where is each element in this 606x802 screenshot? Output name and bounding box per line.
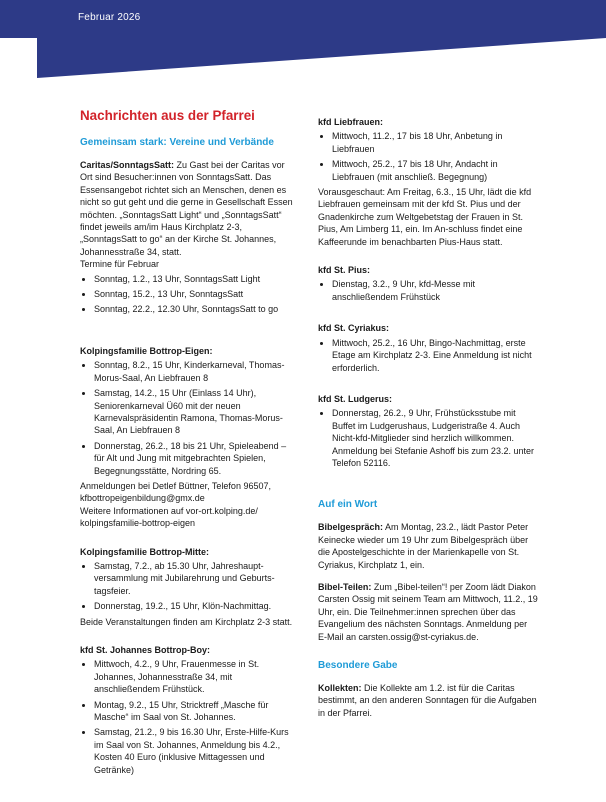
list-item: • Donnerstag, 26.2., 9 Uhr, Frühstücksstube mit Buffet im Ludgerushaus, Ludgeristraße 4. Auch Nicht-kfd-Mitglieder sind herzlich willkommen. Anmeldung bei Stefanie Ashoff bis zum 23.2. unter Telefon 52116. bbox=[332, 407, 538, 469]
kolping-eigen-list bbox=[80, 359, 298, 477]
kolping-eigen-more: Weitere Informationen auf vor-ort.kolping.de/ kolpingsfamilie-bottrop-eigen bbox=[80, 505, 258, 529]
kfd-cyriakus-title: kfd St. Cyriakus: bbox=[318, 323, 390, 334]
kfd-ludgerus-list bbox=[318, 407, 538, 469]
kollekten-text: Die Kollekte am 1.2. ist für die Caritas bestimmt, an den anderen Sonntagen für die Aufgaben in der Pfarrei. bbox=[318, 683, 537, 718]
caritas-list bbox=[80, 273, 298, 316]
kfd-liebfrauen-list bbox=[318, 130, 538, 183]
section-heading-gabe: Besondere Gabe bbox=[318, 660, 398, 671]
section-heading-vereine: Gemeinsam stark: Vereine und Verbände bbox=[80, 137, 274, 148]
list-item: • Montag, 9.2., 15 Uhr, Stricktreff „Masche für Masche“ im Saal von St. Johannes. bbox=[94, 699, 298, 724]
list-item: • Donnerstag, 19.2., 15 Uhr, Klön-Nachmittag. bbox=[94, 600, 298, 612]
bibelgespraech-heading: Bibelgespräch: bbox=[318, 522, 384, 533]
kfd-pius-title: kfd St. Pius: bbox=[318, 265, 371, 276]
kfd-cyriakus-list bbox=[318, 337, 538, 374]
list-item: • Samstag, 7.2., ab 15.30 Uhr, Jahreshaupt-versammlung mit Jubilarehrung und Geburts-tagsfeier. bbox=[94, 560, 298, 597]
list-item: • Mittwoch, 25.2., 16 Uhr, Bingo-Nachmittag, erste Etage am Kirchplatz 2-3. Eine Anmeldung ist nicht erforderlich. bbox=[332, 337, 538, 374]
kolping-mitte-list bbox=[80, 560, 298, 613]
kfd-liebfrauen-title: kfd Liebfrauen: bbox=[318, 117, 384, 127]
kolping-mitte-after: Beide Veranstaltungen finden am Kirchplatz 2-3 statt. bbox=[80, 616, 293, 627]
list-item: • Mittwoch, 11.2., 17 bis 18 Uhr, Anbetung in Liebfrauen bbox=[332, 130, 538, 155]
list-item: • Sonntag, 22.2., 12.30 Uhr, SonntagsSatt to go bbox=[94, 303, 298, 315]
kfd-johannes-list bbox=[80, 658, 298, 776]
header-date: Februar 2026 bbox=[78, 12, 141, 23]
kfd-cyriakus-heading bbox=[318, 322, 538, 334]
section-heading-wort: Auf ein Wort bbox=[318, 499, 378, 511]
kfd-ludgerus-heading bbox=[318, 393, 538, 405]
kolping-eigen-heading bbox=[80, 345, 298, 357]
kfd-pius-heading bbox=[318, 264, 538, 276]
kolping-eigen-contact: Anmeldungen bei Detlef Büttner, Telefon 96507, kfbottropeigenbildung@gmx.de bbox=[80, 480, 271, 504]
kolping-eigen-title: Kolpingsfamilie Bottrop-Eigen: bbox=[80, 345, 213, 356]
bibelteilen-heading: Bibel-Teilen: bbox=[318, 581, 372, 592]
list-item: • Donnerstag, 26.2., 18 bis 21 Uhr, Spieleabend – für Alt und Jung mit mitgebrachten Spielen, Begegnungsstätte, Nordring 65. bbox=[94, 440, 298, 477]
list-item: • Dienstag, 3.2., 9 Uhr, kfd-Messe mit anschließendem Frühstück bbox=[332, 278, 538, 303]
list-item: • Mittwoch, 4.2., 9 Uhr, Frauenmesse in St. Johannes, Johannesstraße 34, mit anschließendem Frühstück. bbox=[94, 658, 298, 695]
bibelgespraech-text: Am Montag, 23.2., lädt Pastor Peter Keinecke wieder um 19 Uhr zum Bibelgespräch über die Apostelgeschichte in der Marienkapelle von St. Cyriakus, Kirchplatz 1, ein. bbox=[318, 522, 529, 570]
kfd-liebfrauen-heading bbox=[318, 116, 538, 128]
kfd-ludgerus-title: kfd St. Ludgerus: bbox=[318, 393, 392, 404]
list-item: • Samstag, 14.2., 15 Uhr (Einlass 14 Uhr), Seniorenkarneval Ü60 mit der neuen Karnevalspräsidentin Ramona, Thomas-Morus-Saal, An Liebfrauen 8 bbox=[94, 387, 298, 437]
caritas-text: Zu Gast bei der Caritas vor Ort sind Besucher:innen von SonntagsSatt. Das Essensangebot richtet sich an Menschen, denen es nicht so gut geht und die gerne in Gesellschaft Essen möchten. „SonntagsSatt Light“ und „SonntagsSatt“ findet jeweils am/im Haus Kirchplatz 2-3, „SonntagsSatt to go“ an der Kirche St. Johannes, Johannesstraße 34, statt. bbox=[80, 160, 293, 257]
kfd-pius-list bbox=[318, 278, 538, 303]
kfd-liebfrauen-after: Vorausgeschaut: Am Freitag, 6.3., 15 Uhr, lädt die kfd Liebfrauen gemeinsam mit der kfd St. Pius und der Gnadenkirche zum Weltgebetstag der Frauen in St. Pius, Am Limberg 11, ein. Im An-schluss findet eine Kaffeerunde im benachbarten Pius-Haus statt. bbox=[318, 187, 532, 247]
bibelgespraech-paragraph bbox=[318, 521, 538, 571]
kollekten-paragraph bbox=[318, 682, 538, 719]
list-item: • Sonntag, 8.2., 15 Uhr, Kinderkarneval, Thomas-Morus-Saal, An Liebfrauen 8 bbox=[94, 359, 298, 384]
kollekten-heading: Kollekten: bbox=[318, 683, 362, 693]
kfd-johannes-heading bbox=[80, 644, 298, 656]
list-item: • Sonntag, 15.2., 13 Uhr, SonntagsSatt bbox=[94, 288, 298, 300]
header-triangle bbox=[37, 38, 606, 78]
kfd-johannes-title: kfd St. Johannes Bottrop-Boy: bbox=[80, 645, 210, 655]
kolping-mitte-title: Kolpingsfamilie Bottrop-Mitte: bbox=[80, 546, 209, 557]
left-column bbox=[80, 108, 298, 779]
bibelteilen-paragraph bbox=[318, 581, 538, 643]
bibelteilen-text: Zum „Bibel-teilen“! per Zoom lädt Diakon Carsten Ossig mit seinem Team am Mittwoch, 11.2., 19 Uhr, ein. Die Teilnehmer:innen sprechen über das Evangelium des nächsten Sonntags. Anmeldung per E-Mail an carsten.ossig@st-cyriakus.de. bbox=[318, 581, 538, 642]
kolping-mitte-heading bbox=[80, 546, 298, 558]
caritas-paragraph bbox=[80, 159, 298, 258]
caritas-heading: Caritas/SonntagsSatt: bbox=[80, 160, 175, 170]
list-item: • Samstag, 21.2., 9 bis 16.30 Uhr, Erste-Hilfe-Kurs im Saal von St. Johannes, Anmeldung bis 4.2., Kosten 40 Euro (inklusive Mittagessen und Getränke) bbox=[94, 726, 298, 776]
list-item: • Mittwoch, 25.2., 17 bis 18 Uhr, Andacht in Liebfrauen (mit anschließ. Begegnung) bbox=[332, 158, 538, 183]
caritas-termine: Termine für Februar bbox=[80, 259, 160, 270]
right-column bbox=[318, 116, 538, 719]
page-title: Nachrichten aus der Pfarrei bbox=[80, 108, 255, 123]
list-item: • Sonntag, 1.2., 13 Uhr, SonntagsSatt Light bbox=[94, 273, 298, 285]
